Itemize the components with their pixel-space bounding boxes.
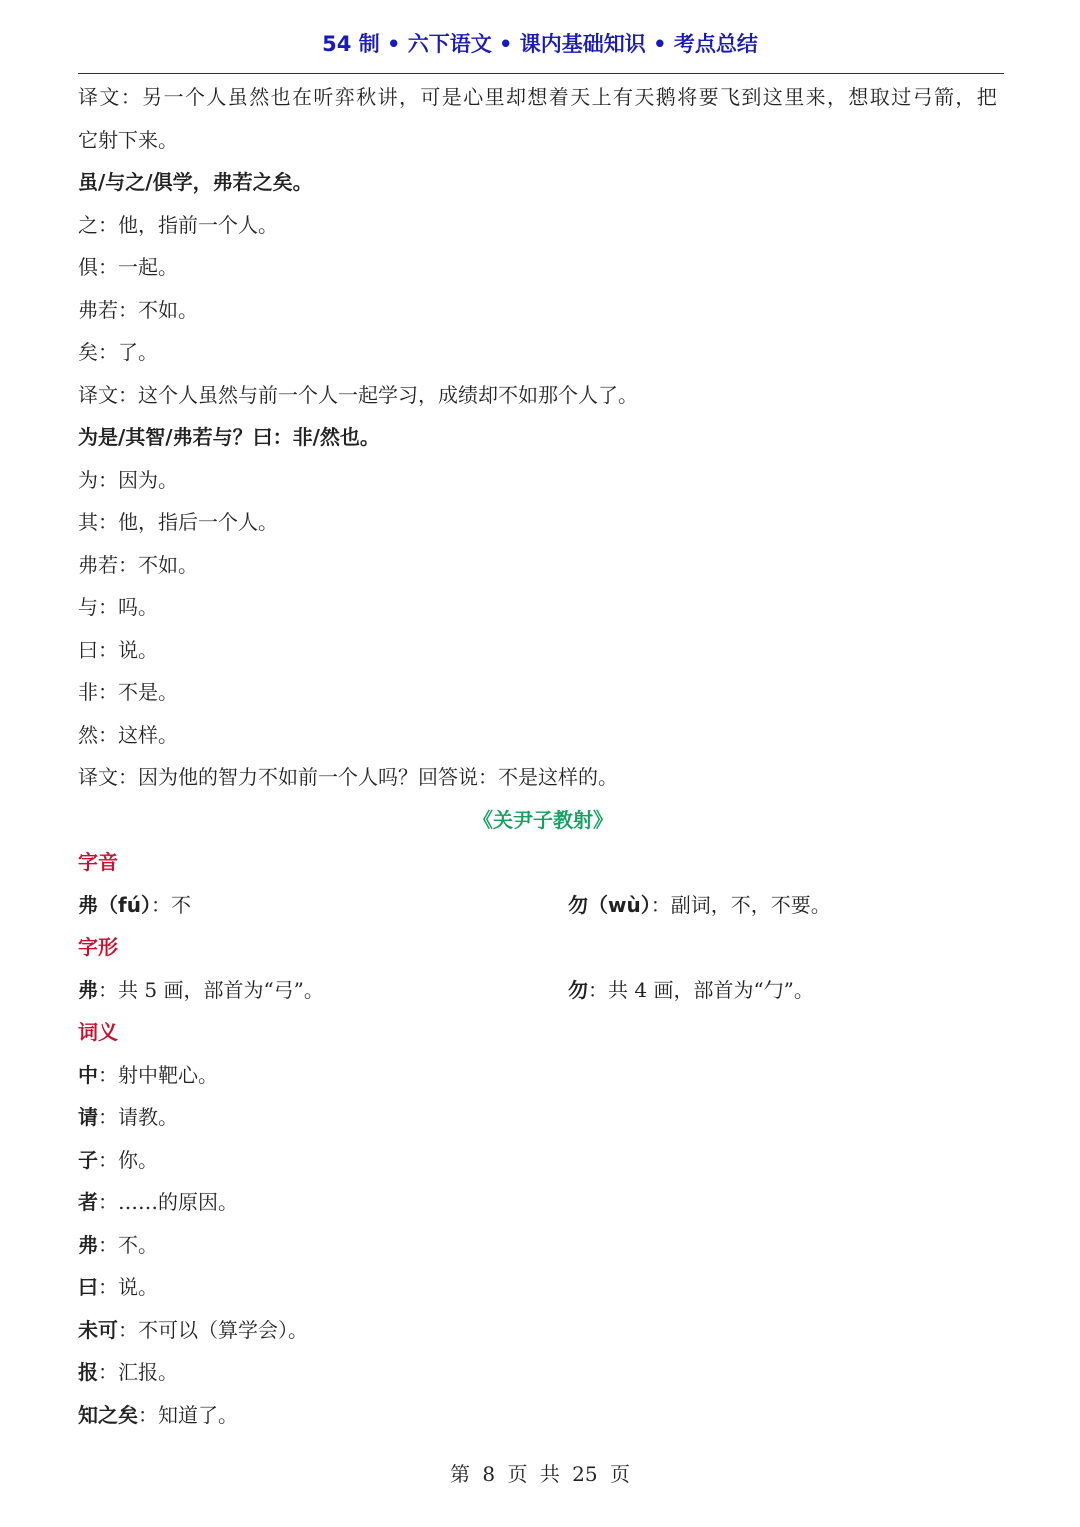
term: 中: [78, 1062, 98, 1087]
term: 勿（wù）: [568, 892, 651, 917]
section-heading-shape: 字形: [78, 935, 118, 959]
word-note: 之：他，指前一个人。: [78, 212, 278, 237]
word-note: 弗若：不如。: [78, 297, 198, 322]
page-header-title: 54 制 • 六下语文 • 课内基础知识 • 考点总结: [322, 32, 758, 56]
meaning-item: [78, 1224, 1008, 1267]
term: 子: [78, 1147, 98, 1172]
meaning-item: [78, 1394, 1008, 1437]
section-heading-pronunciation: 字音: [78, 850, 118, 874]
pronunciation-item: [78, 893, 191, 917]
word-note: 曰：说。: [78, 637, 158, 662]
word-note: 矣：了。: [78, 340, 158, 364]
section-heading-meaning: 词义: [78, 1020, 118, 1044]
definition: ：不。: [98, 1232, 158, 1257]
page-number: 第 8 页 共 25 页: [450, 1462, 630, 1486]
term: 弗: [78, 977, 98, 1002]
shape-row: [78, 969, 1008, 1012]
shape-item: [568, 969, 814, 1012]
definition: ：汇报。: [98, 1360, 178, 1384]
translation-line: 译文：因为他的智力不如前一个人吗？回答说：不是这样的。: [78, 765, 618, 789]
meaning-item: [78, 1096, 1008, 1139]
term: 弗: [78, 1232, 98, 1257]
term: 弗（fú）: [78, 892, 151, 917]
word-note: 然：这样。: [78, 722, 178, 747]
definition: ：你。: [98, 1147, 158, 1172]
translation-line: 译文：这个人虽然与前一个人一起学习，成绩却不如那个人了。: [78, 382, 638, 407]
definition: ：不可以（算学会）。: [118, 1317, 308, 1342]
pronunciation-row: [78, 884, 1008, 927]
term: 知之矣: [78, 1402, 138, 1427]
meaning-item: [78, 1351, 1008, 1394]
shape-item: [78, 978, 324, 1002]
meaning-item: [78, 1139, 1008, 1182]
word-note: 非：不是。: [78, 680, 178, 704]
word-note: 弗若：不如。: [78, 552, 198, 577]
word-note: 与：吗。: [78, 595, 158, 619]
classical-sentence: 虽/与之/俱学，弗若之矣。: [78, 170, 313, 194]
header-divider: [78, 73, 1004, 74]
term: 报: [78, 1360, 98, 1384]
definition: ：……的原因。: [98, 1190, 238, 1214]
meaning-item: [78, 1266, 1008, 1309]
definition: ：说。: [98, 1275, 158, 1299]
meaning-item: [78, 1054, 1008, 1097]
meaning-item: [78, 1309, 1008, 1352]
word-note: 俱：一起。: [78, 255, 178, 279]
word-note: 其：他，指后一个人。: [78, 510, 278, 534]
document-body: [78, 76, 1008, 1436]
term: 曰: [78, 1275, 98, 1299]
definition: ：副词，不，不要。: [650, 892, 831, 917]
meaning-item: [78, 1181, 1008, 1224]
definition: ：射中靶心。: [98, 1062, 218, 1087]
definition: ：请教。: [98, 1105, 178, 1129]
translation-line: 译文：另一个人虽然也在听弈秋讲，可是心里却想着天上有天鹅将要飞到这里来，想取过弓箭，把: [78, 85, 999, 109]
translation-line: 它射下来。: [78, 127, 178, 152]
pronunciation-item: [568, 884, 831, 927]
term: 请: [78, 1105, 98, 1129]
classical-sentence: 为是/其智/弗若与？曰：非/然也。: [78, 425, 380, 449]
lesson-title: 《关尹子教射》: [473, 807, 613, 832]
definition: ：知道了。: [138, 1402, 238, 1427]
definition: ：不: [150, 892, 191, 917]
definition: ：共 5 画，部首为“弓”。: [98, 977, 324, 1002]
definition: ：共 4 画，部首为“勹”。: [588, 977, 814, 1002]
term: 勿: [568, 977, 588, 1002]
term: 未可: [78, 1317, 118, 1342]
term: 者: [78, 1190, 98, 1214]
word-note: 为：因为。: [78, 467, 178, 492]
